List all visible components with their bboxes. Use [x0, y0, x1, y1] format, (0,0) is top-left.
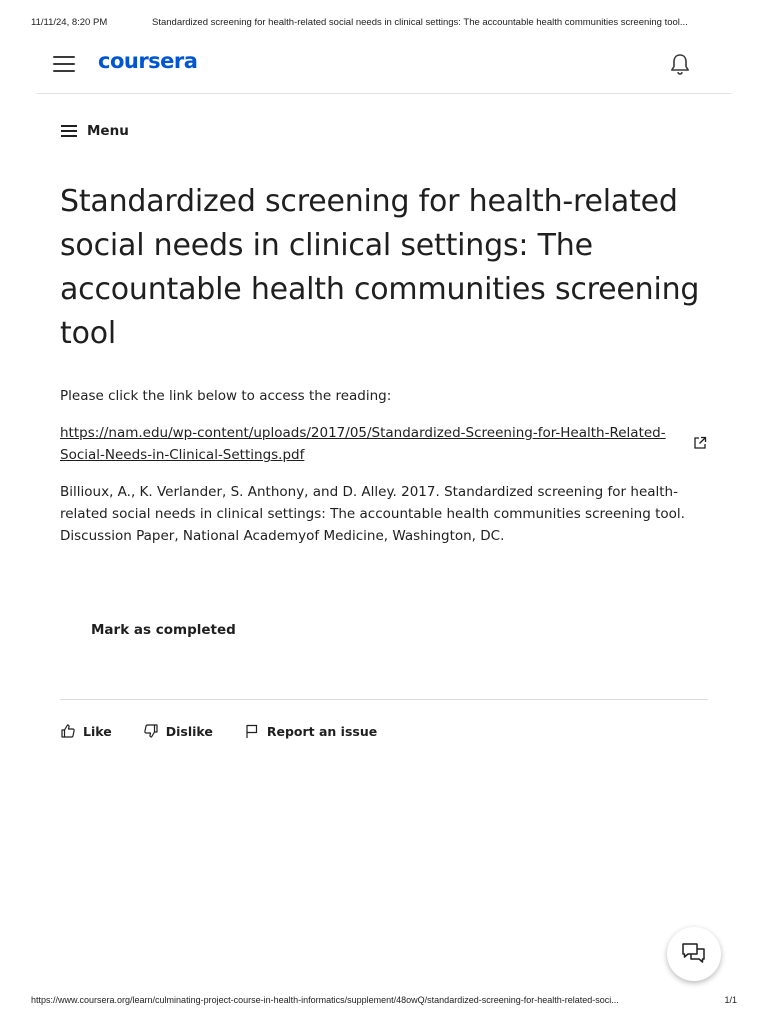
menu-button[interactable] — [60, 121, 129, 141]
dislike-button[interactable] — [143, 723, 213, 739]
chat-assistant-button[interactable] — [667, 927, 721, 981]
like-button[interactable] — [60, 723, 112, 739]
print-header — [31, 17, 737, 28]
top-navigation-bar — [37, 40, 731, 94]
menu-icon — [60, 124, 78, 138]
like-label: Like — [83, 723, 112, 739]
mark-as-completed-button[interactable]: Mark as completed — [91, 622, 236, 638]
print-datetime: 11/11/24, 8:20 PM — [31, 17, 108, 28]
report-issue-label: Report an issue — [266, 723, 378, 739]
coursera-logo[interactable]: coursera — [98, 49, 198, 73]
report-issue-button[interactable] — [244, 723, 377, 739]
menu-label: Menu — [87, 123, 129, 139]
print-page-url: https://www.coursera.org/learn/culminating-project-course-in-health-informatics/supplement/48owQ/standardized-screening-for-health-related-soci... — [31, 995, 619, 1005]
thumbs-up-icon — [60, 723, 76, 739]
external-link-icon[interactable] — [692, 435, 708, 451]
flag-icon — [244, 723, 260, 739]
reading-link[interactable]: https://nam.edu/wp-content/uploads/2017/05/Standardized-Screening-for-Health-Related-Social-Needs-in-Clinical-Settings.pdf — [60, 425, 666, 463]
print-footer — [31, 995, 737, 1005]
feedback-bar — [60, 720, 408, 742]
chat-bubbles-icon — [679, 939, 709, 969]
dislike-label: Dislike — [165, 723, 213, 739]
bell-icon[interactable] — [667, 51, 693, 77]
citation-text: Billioux, A., K. Verlander, S. Anthony, and D. Alley. 2017. Standardized screening for health-related social needs in clinical settings: The accountable health communities screening tool. Discussion Paper, National Academyof Medicine, Washington, DC. — [60, 484, 685, 544]
print-page-number: 1/1 — [724, 995, 737, 1005]
hamburger-icon[interactable] — [51, 53, 77, 75]
thumbs-down-icon — [143, 723, 159, 739]
reading-intro: Please click the link below to access the reading: — [60, 388, 392, 404]
print-page-title: Standardized screening for health-related social needs in clinical settings: The accountable health communities screening tool... — [152, 17, 688, 28]
page-title: Standardized screening for health-related social needs in clinical settings: The accountable health communities screening tool — [60, 184, 700, 351]
divider — [60, 699, 708, 700]
